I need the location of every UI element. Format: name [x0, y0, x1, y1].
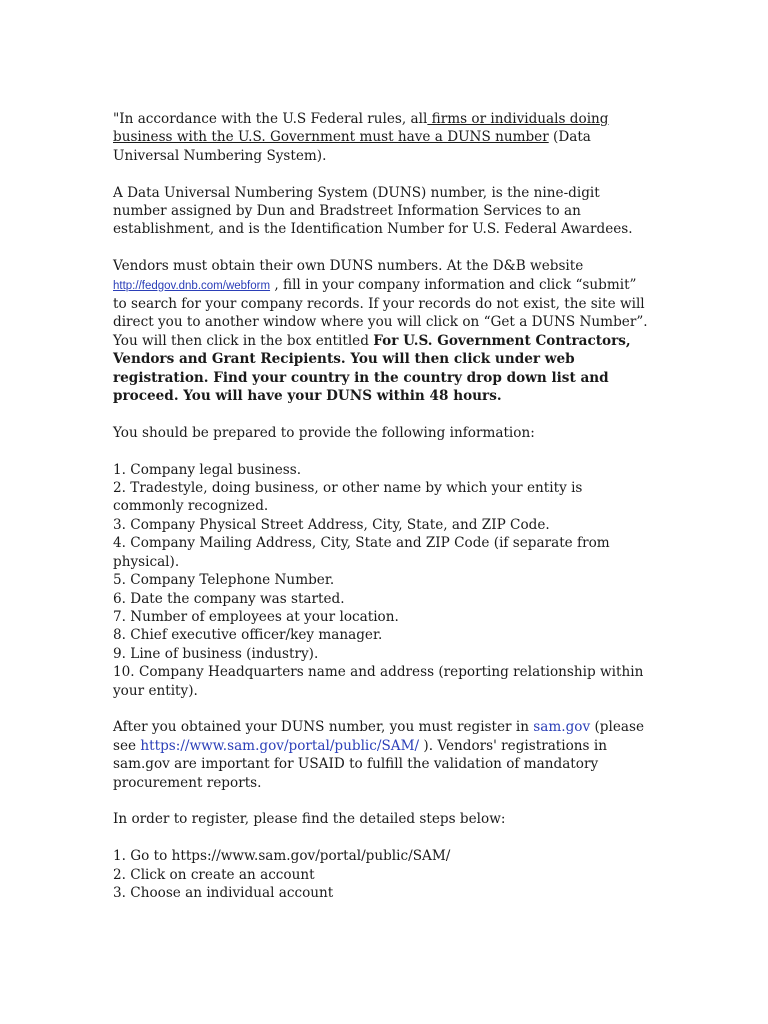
vendor-text-b: , fill in your company information and click “submit” to search for your company records. If your records do not exist, the site will direct you to another window where you will click on “Get a DUNS Number”. You will then click in the box entitled [113, 276, 648, 349]
list-item: 2. Click on create an account [113, 866, 315, 883]
list-item: 4. Company Mailing Address, City, State and ZIP Code (if separate from physical). [113, 535, 610, 570]
required-info-list [113, 461, 653, 700]
duns-definition-paragraph: A Data Universal Numbering System (DUNS) number, is the nine-digit number assigned by Dun and Bradstreet Information Services to an establishment, and is the Identification Number for U.S. Federal Awardees. [113, 184, 633, 238]
dnb-webform-link[interactable]: http://fedgov.dnb.com/webform [113, 279, 271, 292]
vendor-instructions-paragraph [113, 257, 653, 405]
vendor-text-bold: For U.S. Government Contractors, Vendors and Grant Recipients. You will then click under web registration. Find your country in the country drop down list and proceed. You will have your DUNS within 48 hours. [113, 332, 631, 405]
sam-text-a: After you obtained your DUNS number, you must register in [113, 719, 534, 736]
list-item: 5. Company Telephone Number. [113, 572, 335, 589]
list-item: 9. Line of business (industry). [113, 645, 319, 662]
vendor-text-a: Vendors must obtain their own DUNS numbers. At the D&B website [113, 258, 584, 275]
list-item: 10. Company Headquarters name and address (reporting relationship within your entity). [113, 664, 644, 699]
sam-portal-link[interactable]: https://www.sam.gov/portal/public/SAM/ [140, 737, 420, 754]
list-item: 6. Date the company was started. [113, 590, 345, 607]
registration-steps-list [113, 847, 653, 902]
list-item: 3. Choose an individual account [113, 884, 334, 901]
list-item: 3. Company Physical Street Address, City, State, and ZIP Code. [113, 516, 550, 533]
sam-text-c: ). Vendors' registrations in sam.gov are important for USAID to fulfill the validation of mandatory procurement reports. [113, 737, 607, 791]
list-item: 1. Go to https://www.sam.gov/portal/public/SAM/ [113, 848, 451, 865]
sam-gov-link[interactable]: sam.gov [533, 719, 591, 736]
sam-registration-paragraph [113, 718, 653, 792]
list-item: 8. Chief executive officer/key manager. [113, 627, 383, 644]
document-body [113, 110, 653, 921]
register-steps-intro: In order to register, please find the detailed steps below: [113, 811, 506, 828]
intro-text-underlined: firms or individuals doing business with the U.S. Government must have a DUNS number [113, 111, 609, 146]
intro-text-a: "In accordance with the U.S Federal rules, all [113, 111, 428, 127]
intro-text-c: (Data Universal Numbering System). [113, 129, 591, 164]
list-item: 2. Tradestyle, doing business, or other name by which your entity is commonly recognized. [113, 480, 583, 515]
list-item: 1. Company legal business. [113, 461, 302, 478]
list-item: 7. Number of employees at your location. [113, 608, 399, 625]
intro-paragraph [113, 110, 653, 165]
sam-text-b: (please see [113, 719, 644, 754]
prepare-info-paragraph: You should be prepared to provide the following information: [113, 424, 535, 441]
